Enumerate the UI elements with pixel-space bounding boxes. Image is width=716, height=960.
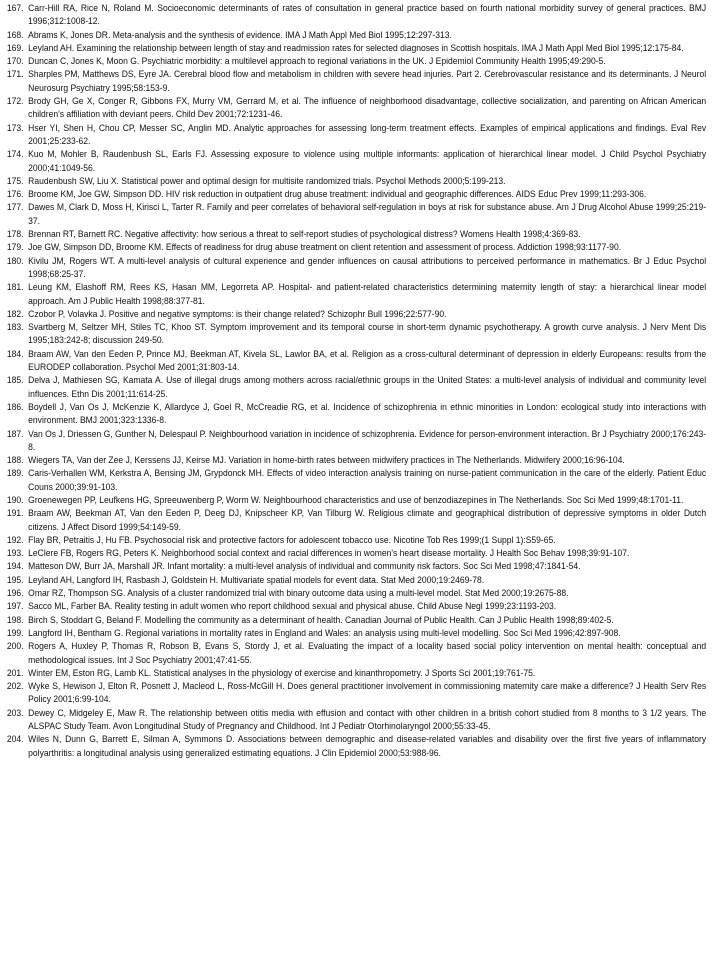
reference-entry [4,188,706,201]
reference-entry [4,574,706,587]
reference-entry [4,201,706,228]
reference-entry [4,707,706,734]
reference-entry [4,640,706,667]
reference-text: Raudenbush SW, Liu X. Statistical power and optimal design for multisite randomized trials. Psychol Methods 2000;5:199-213. [28,175,506,186]
reference-number: 192. [6,534,24,545]
reference-entry [4,733,706,760]
reference-entry [4,29,706,42]
reference-list [4,2,708,760]
reference-text: Caris-Verhallen WM, Kerkstra A, Bensing JM, Grypdonck MH. Effects of video interaction analysis training on nurse-patient communication in the care of the elderly. Patient Educ Couns 2000;39:91-103. [28,468,707,492]
reference-text: Matteson DW, Burr JA, Marshall JR. Infant mortality: a multi-level analysis of individual and community risk factors. Soc Sci Med 1998;47:1841-54. [28,561,581,572]
reference-entry [4,241,706,254]
reference-number: 186. [6,401,24,412]
reference-entry [4,308,706,321]
reference-text: Groenewegen PP, Leufkens HG, Spreeuwenberg P, Worm W. Neighbourhood characteristics and use of benzodiazepines in The Netherlands. Soc Sci Med 1999;48:1701-11. [28,494,684,505]
reference-entry [4,321,706,348]
reference-number: 201. [6,667,24,678]
reference-entry [4,401,706,428]
reference-text: Flay BR, Petraitis J, Hu FB. Psychosocial risk and protective factors for adolescent tobacco use. Nicotine Tob Res 1999;(1 Suppl 1):S59-65. [28,534,556,545]
reference-text: Kivilu JM, Rogers WT. A multi-level analysis of cultural experience and gender influences on causal attributions to perceived performance in mathematics. Br J Educ Psychol 1998;68:25-37. [28,255,707,279]
reference-number: 171. [6,69,24,80]
reference-text: Duncan C, Jones K, Moon G. Psychiatric morbidity: a multilevel approach to regional variations in the UK. J Epidemiol Community Health 1995;49:290-5. [28,56,606,67]
reference-number: 185. [6,375,24,386]
reference-number: 190. [6,494,24,505]
reference-entry [4,55,706,68]
reference-number: 167. [6,3,24,13]
reference-number: 202. [6,681,24,692]
reference-text: Langford IH, Bentham G. Regional variations in mortality rates in England and Wales: an analysis using multi-level modelling. Soc Sci Med 1996;42:897-908. [28,627,621,638]
reference-text: Leung KM, Elashoff RM, Rees KS, Hasan MM, Legorreta AP. Hospital- and patient-related characteristics determining maternity length of stay: a hierarchical linear model approach. Am J Public Health 1998;88:377-81. [28,282,707,306]
reference-entry [4,560,706,573]
reference-text: Braam AW, Beekman AT, Van den Eeden P, Deeg DJ, Knipscheer KP, Van Tilburg W. Religious climate and geographical distribution of depressive symptoms in older Dutch citizens. J Affect Disord 1999;54:149-59. [28,508,707,532]
reference-text: Brennan RT, Barnett RC. Negative affectivity: how serious a threat to self-report studies of psychological distress? Womens Health 1998;4:369-83. [28,229,581,240]
reference-text: Omar RZ, Thompson SG. Analysis of a cluster randomized trial with binary outcome data using a multi-level model. Stat Med 2000;19:2675-88. [28,588,569,599]
reference-number: 189. [6,468,24,479]
reference-text: Wiles N, Dunn G, Barrett E, Silman A, Symmons D. Associations between demographic and disease-related variables and disability over the first five years of inflammatory polyarthritis: a longitudinal analysis using generalized estimating equations. J Clin Epidemiol 2000;53:988-96. [28,734,707,758]
reference-number: 194. [6,561,24,572]
reference-text: Brody GH, Ge X, Conger R, Gibbons FX, Murry VM, Gerrard M, et al. The influence of neighborhood disadvantage, collective socialization, and parenting on African American children's affiliation with deviant peers. Child Dev 2001;72:1231-46. [28,96,707,120]
reference-text: Sacco ML, Farber BA. Reality testing in adult women who report childhood sexual and physical abuse. Child Abuse Negl 1999;23:1193-203. [28,601,557,612]
reference-entry [4,534,706,547]
reference-entry [4,494,706,507]
reference-number: 169. [6,42,24,53]
reference-number: 182. [6,308,24,319]
reference-text: Wiegers TA, Van der Zee J, Kerssens JJ, Keirse MJ. Variation in home-birth rates between midwifery practices in The Netherlands. Midwifery 2000;16:96-104. [28,455,625,466]
reference-text: Broome KM, Joe GW, Simpson DD. HIV risk reduction in outpatient drug abuse treatment: individual and geographic differences. AIDS Educ Prev 1999;11:293-306. [28,189,647,200]
reference-entry [4,667,706,680]
reference-number: 179. [6,242,24,253]
reference-text: Abrams K, Jones DR. Meta-analysis and the synthesis of evidence. IMA J Math Appl Med Biol 1995;12:297-313. [28,29,452,40]
reference-entry [4,2,706,29]
reference-number: 197. [6,601,24,612]
reference-text: Delva J, Mathiesen SG, Kamata A. Use of illegal drugs among mothers across racial/ethnic groups in the United States: a multi-level analysis of individual and community level influences. Ethn Dis 2001;11:614-25. [28,375,707,399]
reference-entry [4,467,706,494]
reference-entry [4,348,706,375]
reference-text: Czobor P, Volavka J. Positive and negative symptoms: is their change related? Schizophr Bull 1996;22:577-90. [28,308,447,319]
reference-entry [4,614,706,627]
reference-number: 193. [6,548,24,559]
reference-number: 177. [6,202,24,213]
reference-entry [4,587,706,600]
reference-text: Leyland AH, Langford IH, Rasbash J, Goldstein H. Multivariate spatial models for event data. Stat Med 2000;19:2469-78. [28,574,485,585]
reference-text: Dawes M, Clark D, Moss H, Kirisci L, Tarter R. Family and peer correlates of behavioral self-regulation in boys at risk for substance abuse. Am J Drug Alcohol Abuse 1999;25:219-37. [28,202,707,226]
reference-text: Van Os J, Driessen G, Gunther N, Delespaul P. Neighbourhood variation in incidence of schizophrenia. Evidence for person-environment interaction. Br J Psychiatry 2000;176:243-8. [28,428,707,452]
reference-entry [4,228,706,241]
reference-number: 180. [6,255,24,266]
reference-number: 191. [6,508,24,519]
reference-text: Birch S, Stoddart G, Beland F. Modelling the community as a determinant of health. Canadian Journal of Public Health. Can J Public Health 1998;89:402-5. [28,614,614,625]
reference-number: 172. [6,96,24,107]
reference-entry [4,148,706,175]
reference-text: Leyland AH. Examining the relationship between length of stay and readmission rates for selected diagnoses in Scottish hospitals. IMA J Math Appl Med Biol 1995;12:175-84. [28,42,684,53]
reference-number: 181. [6,282,24,293]
reference-number: 195. [6,574,24,585]
reference-number: 196. [6,588,24,599]
reference-entry [4,68,706,95]
reference-text: Boydell J, Van Os J, McKenzie K, Allardyce J, Goel R, McCreadie RG, et al. Incidence of schizophrenia in ethnic minorities in London: ecological study into interactions with environment. BMJ 2001;323:1336-8. [28,401,707,426]
reference-text: Joe GW, Simpson DD, Broome KM. Effects of readiness for drug abuse treatment on client retention and assessment of process. Addiction 1998;93:1177-90. [28,242,622,253]
reference-text: Hser YI, Shen H, Chou CP, Messer SC, Anglin MD. Analytic approaches for assessing long-term treatment effects. Examples of empirical applications and findings. Eval Rev 2001;25:233-62. [28,122,707,146]
reference-entry [4,507,706,534]
reference-entry [4,122,706,149]
reference-entry [4,600,706,613]
reference-number: 188. [6,455,24,466]
reference-number: 198. [6,614,24,625]
reference-text: Sharples PM, Matthews DS, Eyre JA. Cerebral blood flow and metabolism in children with severe head injuries. Part 2. Cerebrovascular resistance and its determinants. J Neurol Neurosurg Psychiatry 1995;58:153-9. [28,69,707,93]
reference-number: 174. [6,149,24,160]
reference-text: Rogers A, Huxley P, Thomas R, Robson B, Evans S, Stordy J, et al. Evaluating the impact of a locality based social policy intervention on mental health: conceptual and methodological issues. Int J Soc Psychiatry 2001;47:41-55. [28,641,707,665]
reference-text: LeClere FB, Rogers RG, Peters K. Neighborhood social context and racial differences in women's heart disease mortality. J Health Soc Behav 1998;39:91-107. [28,548,630,559]
reference-number: 173. [6,122,24,133]
reference-text: Kuo M, Mohler B, Raudenbush SL, Earls FJ. Assessing exposure to violence using multiple informants: application of hierarchical linear model. J Child Psychol Psychiatry 2000;41:1049-56. [28,149,707,173]
reference-number: 184. [6,348,24,359]
reference-entry [4,627,706,640]
reference-entry [4,175,706,188]
reference-entry [4,680,706,707]
reference-text: Carr-Hill RA, Rice N, Roland M. Socioeconomic determinants of rates of consultation in general practice based on fourth national morbidity survey of general practices. BMJ 1996;312:1008-12. [28,3,707,27]
reference-number: 200. [6,641,24,652]
reference-entry [4,547,706,560]
reference-number: 187. [6,428,24,439]
reference-entry [4,255,706,282]
reference-number: 199. [6,627,24,638]
reference-text: Winter EM, Eston RG, Lamb KL. Statistical analyses in the physiology of exercise and kinanthropometry. J Sports Sci 2001;19:761-75. [28,667,536,678]
reference-number: 183. [6,322,24,333]
reference-number: 204. [6,734,24,745]
reference-text: Dewey C, Midgeley E, Maw R. The relationship between otitis media with effusion and contact with other children in a british cohort studied from 8 months to 3 1/2 years. The ALSPAC Study Team. Avon Longitudinal Study of Pregnancy and Childhood. Int J Pediatr Otorhinolaryngol 2000;55:33-45. [28,707,707,732]
reference-entry [4,428,706,455]
reference-entry [4,42,706,55]
reference-entry [4,95,706,122]
reference-number: 176. [6,189,24,200]
reference-number: 175. [6,175,24,186]
reference-text: Wyke S, Hewison J, Elton R, Posnett J, Macleod L, Ross-McGill H. Does general practitioner involvement in commissioning maternity care make a difference? J Health Serv Res Policy 2001;6:99-104. [28,681,707,705]
reference-number: 168. [6,29,24,40]
reference-text: Braam AW, Van den Eeden P, Prince MJ, Beekman AT, Kivela SL, Lawlor BA, et al. Religion as a cross-cultural determinant of depression in elderly Europeans: results from the EURODEP collaboration. Psychol Med 2001;31:803-14. [28,348,707,373]
reference-text: Svartberg M, Seltzer MH, Stiles TC, Khoo ST. Symptom improvement and its temporal course in short-term dynamic psychotherapy. A growth curve analysis. J Nerv Ment Dis 1995;183:242-8; discussion 249-50. [28,322,707,346]
reference-entry [4,454,706,467]
reference-number: 203. [6,707,24,718]
reference-number: 178. [6,229,24,240]
reference-entry [4,374,706,401]
reference-number: 170. [6,56,24,67]
reference-entry [4,281,706,308]
